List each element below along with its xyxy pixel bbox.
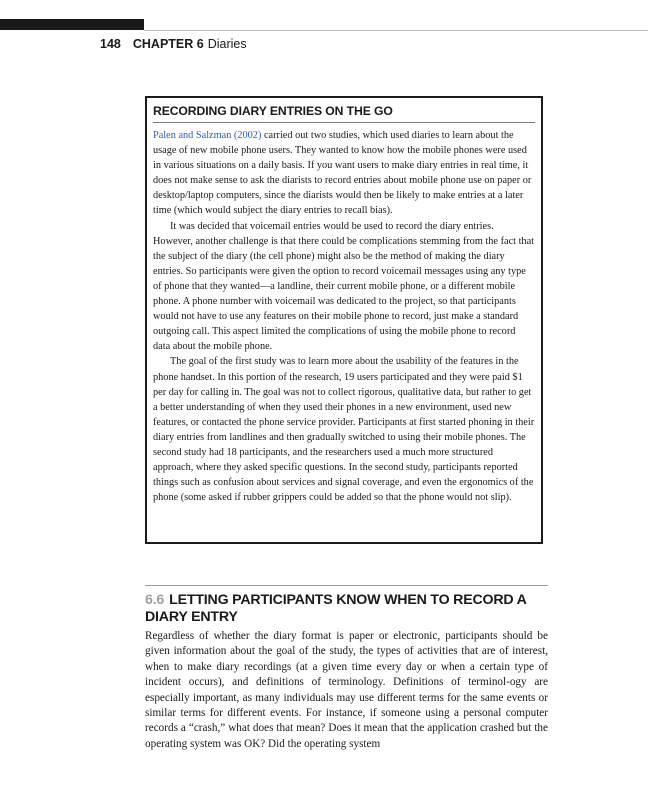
- sidebar-title: RECORDING DIARY ENTRIES ON THE GO: [153, 103, 535, 123]
- section-rule: [145, 585, 548, 586]
- sidebar-paragraph-1: [153, 128, 535, 219]
- chapter-title: Diaries: [207, 37, 247, 51]
- body-paragraph: Regardless of whether the diary format is paper or electronic, participants should be given information about the goal of the study, the types of activities that are of interest, when to make diary recordings (at a given time every day or when a certain type of incident occurs), and definitions of terminology. Definitions of terminol-ogy are especially important, as many individuals may use different terms for the same events or similar terms for different events. For instance, if someone using a personal computer records a “crash,” what does that mean? Does it mean that the application crashed but the operating system was OK? Did the operating system: [145, 630, 548, 750]
- section-heading: [145, 592, 548, 626]
- section-title: LETTING PARTICIPANTS KNOW WHEN TO RECORD A DIARY ENTRY: [145, 592, 527, 625]
- sidebar-paragraph-3: The goal of the first study was to learn more about the usability of the features in the phone handset. In this portion of the research, 19 users participated and they were paid $1 per day for calling in. The goal was not to collect rigorous, qualitative data, but rather to get a better understanding of when they used their phones in a new environment, used new features, or contacted the phone service provider. Participants at first started phoning in their diary entries from landlines and then gradually switched to using their mobile phones. The second study had 18 participants, and the researchers used a much more structured approach, where they asked specific questions. In the second study, participants reported things such as confusion about services and signal coverage, and even the ergonomics of the phone (some asked if rubber grippers could be added so that the phone would not slip).: [153, 356, 535, 504]
- sidebar-paragraph-1-text: carried out two studies, which used diaries to learn about the usage of new mobile phone users. They wanted to know how the mobile phones were used in various situations on a daily basis. If you want users to make diary entries in real time, it does not make sense to ask the diarists to record entries about mobile phone use on paper or desktop/laptop computers, since the diarists would then be likely to make entries at a later time (which would subject the diary entries to recall bias).: [153, 130, 532, 217]
- sidebar-box: [145, 96, 543, 544]
- running-head: [100, 36, 247, 52]
- header-rule: [144, 30, 648, 31]
- section-number: 6.6: [145, 592, 165, 608]
- sidebar-body: [153, 128, 535, 505]
- citation-link[interactable]: Palen and Salzman (2002): [153, 130, 262, 141]
- header-bar-decoration: [0, 19, 144, 30]
- sidebar-paragraph-2: It was decided that voicemail entries would be used to record the diary entries. However, another challenge is that there could be complications stemming from the fact that the subject of the diary (the cell phone) might also be the method of making the diary entries. So participants were given the option to record voicemail messages using any type of phone that they wanted—a landline, their current mobile phone, or a different mobile phone. A phone number with voicemail was dedicated to the project, so that participants would not have to use any features on their mobile phone to record, just make a standard outgoing call. This aspect limited the complications of using the mobile phone to record data about the mobile phone.: [153, 220, 535, 353]
- section-body: [145, 629, 548, 752]
- page-number: 148: [100, 37, 121, 51]
- chapter-label: CHAPTER 6: [132, 37, 204, 51]
